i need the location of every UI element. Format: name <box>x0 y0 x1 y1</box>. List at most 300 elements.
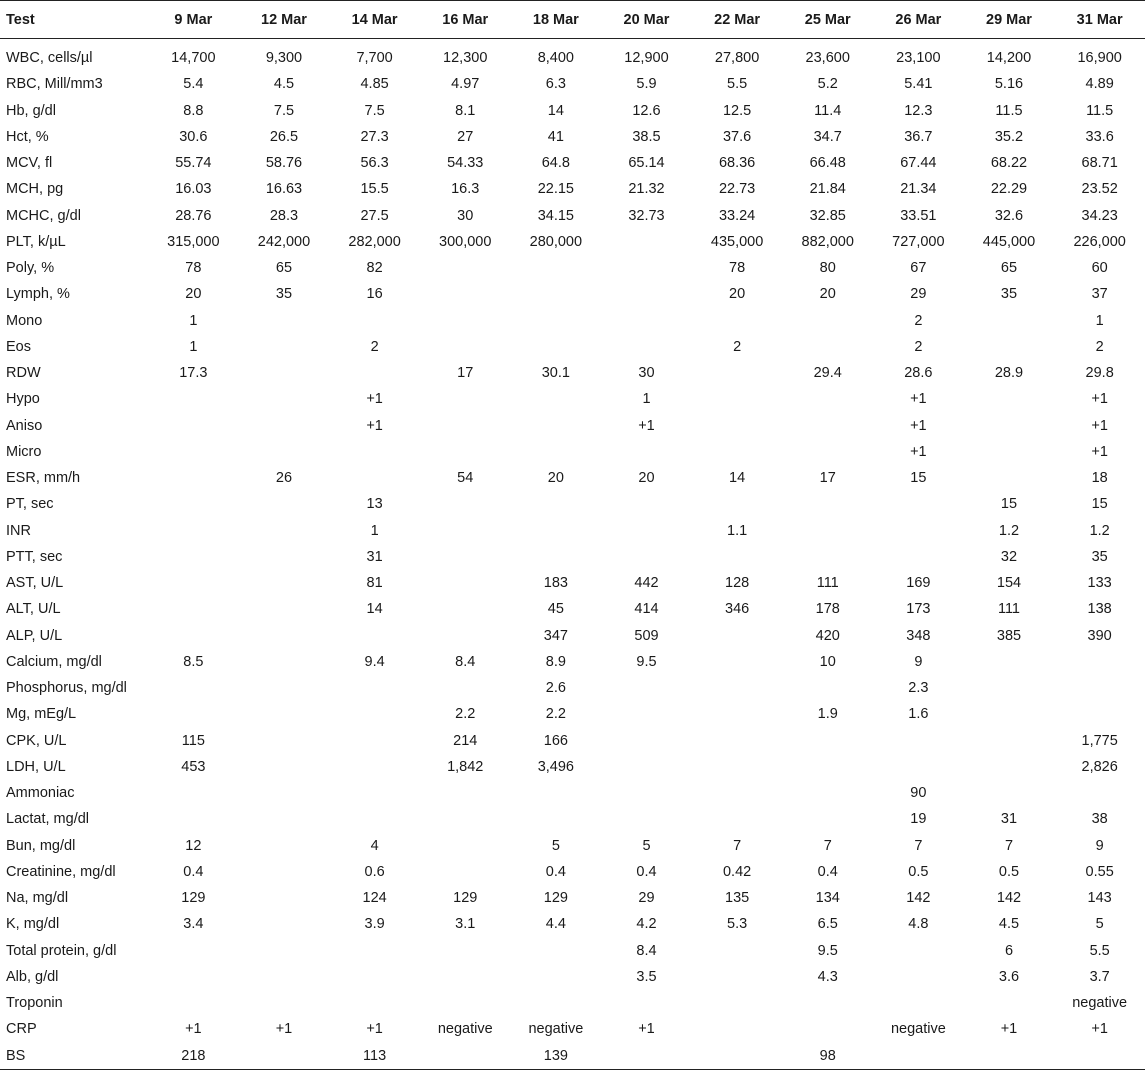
value-cell <box>511 308 602 334</box>
value-cell <box>239 334 330 360</box>
value-cell <box>601 255 692 281</box>
value-cell <box>873 491 964 517</box>
value-cell: +1 <box>366 417 383 434</box>
value-cell <box>420 780 511 806</box>
value-cell: 5.41 <box>904 76 933 93</box>
value-cell: +1 <box>1091 1021 1108 1038</box>
table-row <box>0 859 1145 885</box>
value-cell: 2 <box>370 338 379 355</box>
value-cell <box>239 675 330 701</box>
value-cell: +1 <box>366 1021 383 1038</box>
table-row <box>0 911 1145 937</box>
value-cell <box>692 1016 783 1042</box>
value-cell <box>964 990 1055 1016</box>
table-row <box>0 518 1145 544</box>
value-cell: 218 <box>148 1043 239 1070</box>
value-cell <box>420 675 511 701</box>
value-cell <box>692 649 783 675</box>
value-cell: 1.2 <box>998 522 1020 539</box>
table-row <box>0 701 1145 727</box>
value-cell: 36.7 <box>904 128 933 145</box>
value-cell: 445,000 <box>982 233 1036 250</box>
value-cell <box>420 255 511 281</box>
value-cell: 7 <box>914 837 923 854</box>
value-cell <box>148 386 239 412</box>
value-cell: 28.6 <box>904 365 933 382</box>
value-cell: 31 <box>1000 811 1018 828</box>
table-row <box>0 386 1145 412</box>
column-header-date: 25 Mar <box>782 1 873 39</box>
value-cell: 33.24 <box>718 207 756 224</box>
value-cell <box>782 544 873 570</box>
test-name-cell: ALP, U/L <box>6 627 63 644</box>
value-cell: 81 <box>366 575 383 592</box>
value-cell: 67 <box>910 260 927 277</box>
value-cell: 66.48 <box>809 155 846 172</box>
value-cell: +1 <box>910 443 927 460</box>
test-name-cell: LDH, U/L <box>6 758 66 775</box>
value-cell: 5 <box>642 837 651 854</box>
value-cell: 90 <box>910 785 927 802</box>
value-cell: 15 <box>910 470 927 487</box>
value-cell: 16,900 <box>1077 50 1122 67</box>
table-row <box>0 1016 1145 1042</box>
column-header-date: 18 Mar <box>511 1 602 39</box>
value-cell: 2.3 <box>908 680 929 697</box>
value-cell: 21.84 <box>809 181 846 198</box>
value-cell <box>420 544 511 570</box>
value-cell: 26.5 <box>269 128 299 145</box>
table-row <box>0 255 1145 281</box>
value-cell: 30 <box>457 207 474 224</box>
value-cell: +1 <box>1000 1021 1018 1038</box>
value-cell: 37 <box>1091 286 1108 303</box>
value-cell <box>329 623 420 649</box>
value-cell: 1,842 <box>447 758 484 775</box>
test-name-cell: K, mg/dl <box>6 916 60 933</box>
value-cell: 347 <box>543 627 568 644</box>
column-header-date: 16 Mar <box>420 1 511 39</box>
value-cell: 29.4 <box>813 365 842 382</box>
test-name-cell: ESR, mm/h <box>6 470 81 487</box>
value-cell <box>420 806 511 832</box>
value-cell: 32.73 <box>628 207 665 224</box>
value-cell: 38 <box>1091 811 1108 828</box>
test-name-cell: Mono <box>6 312 43 329</box>
value-cell: 8.4 <box>455 653 476 670</box>
test-name-cell: Total protein, g/dl <box>6 942 117 959</box>
value-cell: 5.9 <box>636 76 657 93</box>
value-cell <box>782 334 873 360</box>
value-cell: 282,000 <box>348 233 401 250</box>
test-name-cell: Poly, % <box>6 260 55 277</box>
value-cell <box>148 518 239 544</box>
value-cell: 3.4 <box>183 916 204 933</box>
value-cell: 5.3 <box>727 916 748 933</box>
column-header-date: 20 Mar <box>601 1 692 39</box>
value-cell: 0.4 <box>545 863 566 880</box>
value-cell: 3,496 <box>537 758 574 775</box>
value-cell: 12.3 <box>904 102 933 119</box>
value-cell: 12 <box>185 837 202 854</box>
value-cell <box>148 413 239 439</box>
test-name-cell: Mg, mEg/L <box>6 706 77 723</box>
value-cell: 2,826 <box>1081 758 1118 775</box>
value-cell <box>148 491 239 517</box>
value-cell: 33.6 <box>1085 128 1114 145</box>
value-cell <box>239 754 330 780</box>
value-cell <box>420 518 511 544</box>
value-cell <box>239 491 330 517</box>
value-cell: 23,600 <box>805 50 850 67</box>
value-cell: 9 <box>914 653 923 670</box>
value-cell: 4.3 <box>817 968 838 985</box>
test-name-cell: MCHC, g/dl <box>6 207 81 224</box>
value-cell: 20 <box>729 286 746 303</box>
value-cell <box>239 413 330 439</box>
value-cell <box>873 518 964 544</box>
test-name-cell: AST, U/L <box>6 575 64 592</box>
value-cell <box>511 413 602 439</box>
value-cell <box>782 675 873 701</box>
value-cell: 37.6 <box>722 128 752 145</box>
value-cell: 16.03 <box>175 181 212 198</box>
value-cell: 58.76 <box>265 155 303 172</box>
value-cell: 139 <box>511 1043 602 1070</box>
value-cell: 1 <box>189 338 198 355</box>
value-cell <box>873 1043 964 1070</box>
table-row <box>0 964 1145 990</box>
value-cell <box>239 308 330 334</box>
value-cell <box>239 623 330 649</box>
value-cell <box>239 649 330 675</box>
table-row <box>0 649 1145 675</box>
value-cell: 2 <box>1095 338 1104 355</box>
test-name-cell: RBC, Mill/mm3 <box>6 76 103 93</box>
value-cell: 17 <box>819 470 836 487</box>
value-cell: 0.4 <box>817 863 838 880</box>
value-cell: 1.9 <box>817 706 838 723</box>
value-cell: 509 <box>634 627 659 644</box>
value-cell: 5 <box>551 837 560 854</box>
value-cell: 14 <box>729 470 746 487</box>
value-cell: 214 <box>453 732 478 749</box>
value-cell: +1 <box>366 391 383 408</box>
value-cell: 4 <box>370 837 379 854</box>
value-cell: 23,100 <box>896 50 941 67</box>
table-body <box>0 39 1145 1070</box>
value-cell: 242,000 <box>257 233 311 250</box>
value-cell: 3.1 <box>455 916 476 933</box>
value-cell: 32.85 <box>809 207 846 224</box>
value-cell: 1 <box>1095 312 1104 329</box>
value-cell <box>964 780 1055 806</box>
table-row <box>0 990 1145 1016</box>
value-cell <box>873 938 964 964</box>
value-cell <box>420 990 511 1016</box>
value-cell <box>329 964 420 990</box>
value-cell: 138 <box>1087 601 1112 618</box>
table-row <box>0 98 1145 124</box>
value-cell: 4.4 <box>545 916 566 933</box>
value-cell <box>601 780 692 806</box>
value-cell: 178 <box>815 601 840 618</box>
value-cell: 3.7 <box>1089 968 1110 985</box>
value-cell <box>873 544 964 570</box>
value-cell <box>601 806 692 832</box>
value-cell <box>601 754 692 780</box>
value-cell: 8,400 <box>537 50 574 67</box>
value-cell: 135 <box>725 890 750 907</box>
column-header-date: 31 Mar <box>1054 1 1145 39</box>
value-cell: 21.34 <box>900 181 937 198</box>
table-header <box>0 1 1145 39</box>
value-cell: 8.4 <box>636 942 657 959</box>
value-cell <box>420 439 511 465</box>
value-cell <box>420 859 511 885</box>
value-cell <box>239 859 330 885</box>
table-row <box>0 833 1145 859</box>
table-row <box>0 675 1145 701</box>
value-cell: 18 <box>1091 470 1108 487</box>
value-cell: 129 <box>453 890 478 907</box>
value-cell <box>239 360 330 386</box>
value-cell <box>964 701 1055 727</box>
value-cell: 30.1 <box>541 365 570 382</box>
value-cell: 128 <box>725 575 750 592</box>
value-cell <box>692 964 783 990</box>
value-cell: 55.74 <box>175 155 212 172</box>
value-cell: 22.73 <box>718 181 756 198</box>
value-cell: 15 <box>1091 496 1108 513</box>
value-cell <box>692 386 783 412</box>
value-cell: 27,800 <box>714 50 760 67</box>
value-cell: 315,000 <box>167 233 220 250</box>
value-cell: 111 <box>997 601 1020 618</box>
value-cell <box>782 308 873 334</box>
value-cell: 0.55 <box>1085 863 1114 880</box>
value-cell: 45 <box>547 601 564 618</box>
value-cell: 154 <box>996 575 1022 592</box>
value-cell: 12,900 <box>624 50 669 67</box>
table-row <box>0 544 1145 570</box>
value-cell: 32.6 <box>994 207 1024 224</box>
value-cell: 22.15 <box>537 181 574 198</box>
value-cell: +1 <box>910 391 927 408</box>
value-cell <box>329 439 420 465</box>
value-cell <box>511 938 602 964</box>
value-cell <box>782 728 873 754</box>
value-cell <box>873 754 964 780</box>
value-cell <box>964 308 1055 334</box>
test-name-cell: Eos <box>6 338 31 355</box>
value-cell <box>964 334 1055 360</box>
value-cell <box>239 938 330 964</box>
value-cell <box>239 780 330 806</box>
value-cell <box>782 413 873 439</box>
value-cell: 4.8 <box>908 916 929 933</box>
value-cell: 2 <box>914 312 923 329</box>
value-cell <box>239 544 330 570</box>
value-cell <box>873 990 964 1016</box>
value-cell <box>148 701 239 727</box>
test-name-cell: RDW <box>6 365 41 382</box>
value-cell: 0.5 <box>908 863 929 880</box>
value-cell: +1 <box>275 1021 293 1038</box>
value-cell <box>964 386 1055 412</box>
table-row <box>0 124 1145 150</box>
table-row <box>0 806 1145 832</box>
value-cell: 8.5 <box>183 653 204 670</box>
value-cell <box>1054 1043 1145 1070</box>
value-cell: 8.1 <box>455 102 476 119</box>
value-cell <box>782 439 873 465</box>
value-cell: 68.22 <box>990 155 1028 172</box>
value-cell <box>782 990 873 1016</box>
column-header-test: Test <box>0 1 148 39</box>
value-cell <box>782 386 873 412</box>
value-cell <box>782 754 873 780</box>
table-row <box>0 1043 1145 1070</box>
value-cell: 64.8 <box>541 155 570 172</box>
table-row <box>0 623 1145 649</box>
value-cell: 5.16 <box>994 76 1024 93</box>
value-cell: 9.4 <box>364 653 385 670</box>
value-cell: 27 <box>457 128 474 145</box>
value-cell: 0.5 <box>998 863 1020 880</box>
value-cell <box>329 360 420 386</box>
value-cell: 26 <box>275 470 293 487</box>
value-cell <box>964 465 1055 491</box>
value-cell <box>601 701 692 727</box>
value-cell: 9,300 <box>265 50 303 67</box>
value-cell: 2 <box>914 338 923 355</box>
test-name-cell: Creatinine, mg/dl <box>6 863 116 880</box>
value-cell <box>782 1016 873 1042</box>
value-cell: 13 <box>366 496 383 513</box>
value-cell <box>239 1043 330 1070</box>
value-cell <box>148 544 239 570</box>
value-cell <box>148 675 239 701</box>
table-row <box>0 334 1145 360</box>
value-cell <box>239 518 330 544</box>
value-cell <box>239 439 330 465</box>
value-cell: 17 <box>457 365 474 382</box>
table-row <box>0 229 1145 255</box>
value-cell: 14,200 <box>986 50 1032 67</box>
value-cell <box>511 439 602 465</box>
value-cell: 7,700 <box>356 50 393 67</box>
value-cell <box>601 334 692 360</box>
value-cell: 2 <box>733 338 742 355</box>
value-cell: 30 <box>638 365 655 382</box>
value-cell: 3.6 <box>998 968 1020 985</box>
value-cell: 727,000 <box>892 233 945 250</box>
value-cell: 12.6 <box>632 102 661 119</box>
value-cell <box>601 439 692 465</box>
value-cell <box>148 570 239 596</box>
table-row <box>0 281 1145 307</box>
value-cell: negative <box>437 1021 493 1038</box>
value-cell: 65 <box>275 260 293 277</box>
value-cell: +1 <box>1091 443 1108 460</box>
value-cell: 124 <box>362 890 387 907</box>
table-row <box>0 71 1145 97</box>
value-cell: +1 <box>1091 417 1108 434</box>
test-name-cell: MCH, pg <box>6 181 64 198</box>
value-cell <box>782 518 873 544</box>
value-cell <box>511 281 602 307</box>
column-header-date: 26 Mar <box>873 1 964 39</box>
value-cell <box>692 439 783 465</box>
value-cell: 2.2 <box>545 706 566 723</box>
value-cell <box>964 675 1055 701</box>
table-row <box>0 308 1145 334</box>
test-name-cell: PLT, k/µL <box>6 233 66 250</box>
value-cell: 35 <box>1091 548 1108 565</box>
column-header-date: 12 Mar <box>239 1 330 39</box>
value-cell: +1 <box>910 417 927 434</box>
value-cell: 15 <box>1000 496 1018 513</box>
value-cell: 78 <box>185 260 202 277</box>
value-cell <box>329 780 420 806</box>
value-cell <box>420 386 511 412</box>
value-cell: 166 <box>543 732 568 749</box>
value-cell <box>329 701 420 727</box>
table-row <box>0 780 1145 806</box>
value-cell <box>148 465 239 491</box>
value-cell <box>148 938 239 964</box>
value-cell: 54 <box>457 470 474 487</box>
value-cell: 98 <box>782 1043 873 1070</box>
value-cell: 7.5 <box>364 102 385 119</box>
value-cell: 11.4 <box>814 102 842 119</box>
value-cell: 7.5 <box>273 102 295 119</box>
value-cell <box>692 806 783 832</box>
value-cell <box>692 701 783 727</box>
value-cell: 5.5 <box>1089 942 1110 959</box>
value-cell: 111 <box>816 575 839 592</box>
value-cell: 129 <box>181 890 206 907</box>
table-row <box>0 176 1145 202</box>
value-cell <box>964 413 1055 439</box>
table-row <box>0 938 1145 964</box>
table-row <box>0 885 1145 911</box>
value-cell: 28.9 <box>994 365 1024 382</box>
value-cell <box>420 334 511 360</box>
test-name-cell: PT, sec <box>6 496 54 513</box>
value-cell: +1 <box>638 1021 655 1038</box>
value-cell <box>601 675 692 701</box>
value-cell: 4.5 <box>273 76 295 93</box>
value-cell: 300,000 <box>439 233 492 250</box>
test-name-cell: Ammoniac <box>6 785 75 802</box>
value-cell: 29 <box>910 286 927 303</box>
value-cell: 882,000 <box>801 233 854 250</box>
value-cell: 31 <box>366 548 383 565</box>
value-cell <box>239 386 330 412</box>
value-cell: 80 <box>819 260 836 277</box>
value-cell <box>329 728 420 754</box>
value-cell: 435,000 <box>710 233 764 250</box>
value-cell: 41 <box>547 128 564 145</box>
test-name-cell: ALT, U/L <box>6 601 61 618</box>
value-cell: 8.9 <box>545 653 566 670</box>
table-row <box>0 203 1145 229</box>
value-cell: 1,775 <box>1081 732 1118 749</box>
value-cell <box>148 990 239 1016</box>
value-cell <box>511 334 602 360</box>
